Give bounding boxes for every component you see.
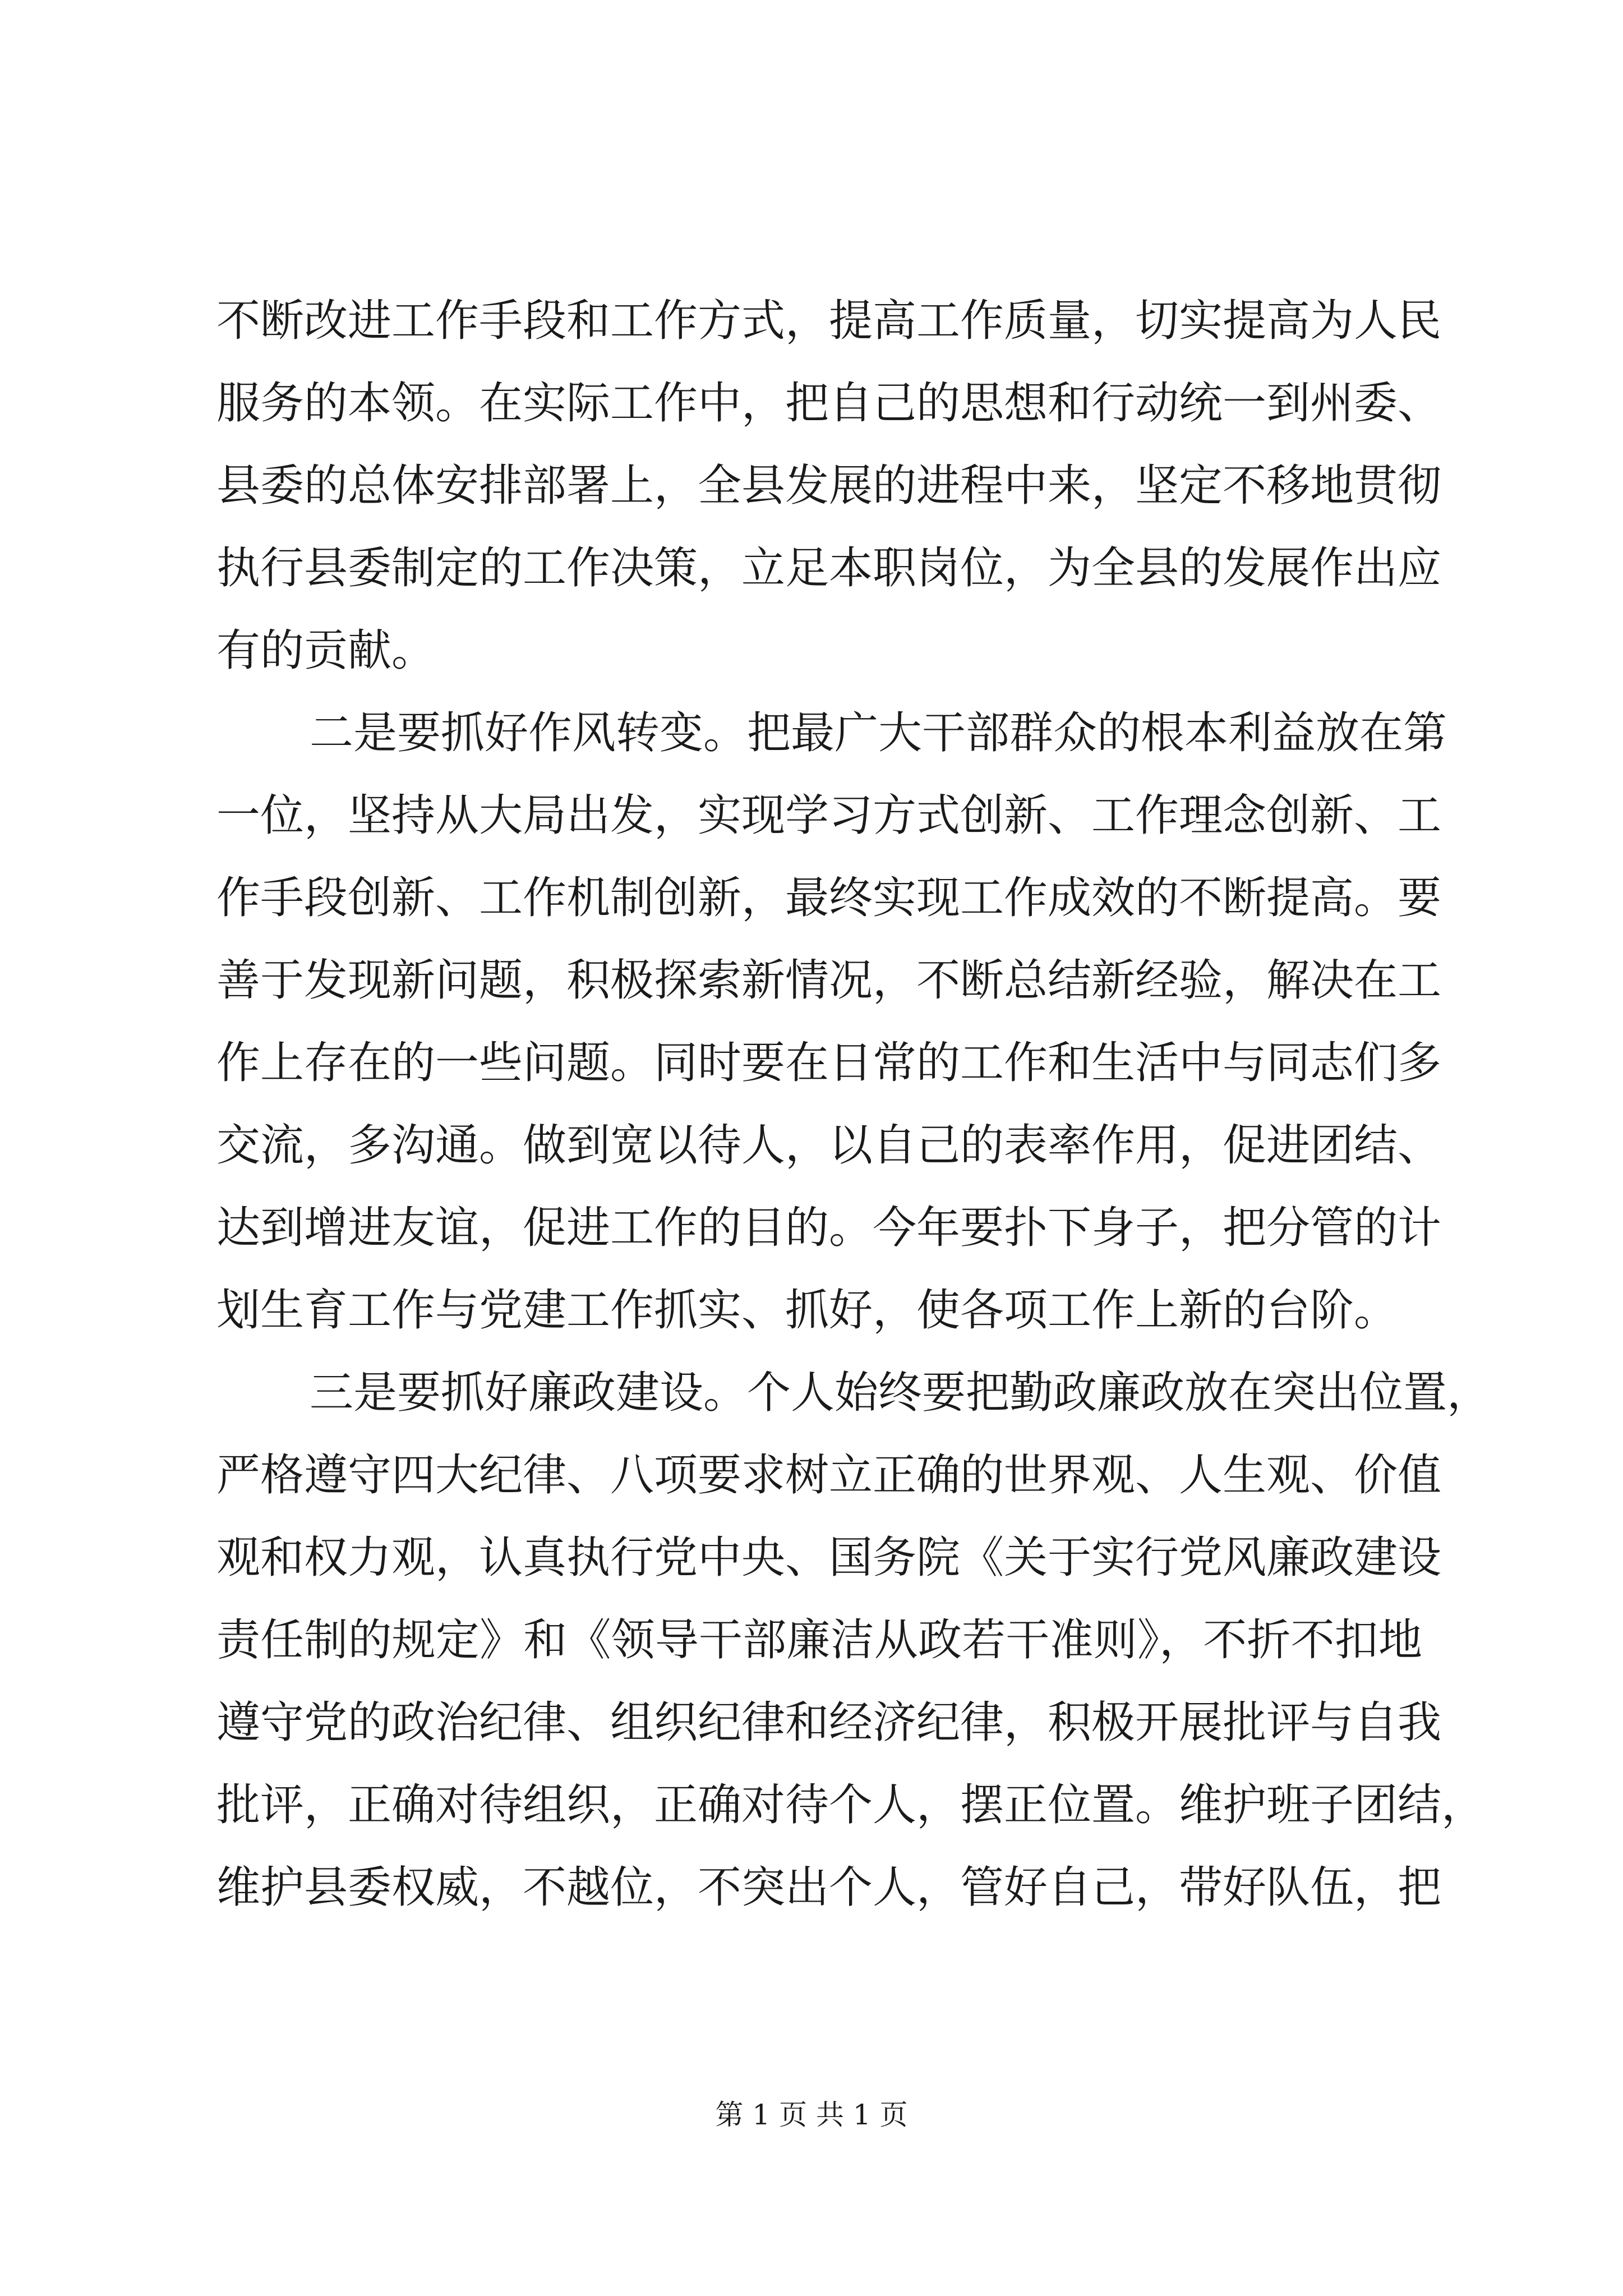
text-line: 县委的总体安排部署上，全县发展的进程中来，坚定不移地贯彻: [216, 461, 1442, 511]
body-text: [216, 293, 1491, 1942]
text-line: 维护县委权威，不越位，不突出个人，管好自己，带好队伍，把: [216, 1862, 1442, 1913]
text-line: 观和权力观，认真执行党中央、国务院《关于实行党风廉政建设: [216, 1533, 1442, 1583]
text-line: 执行县委制定的工作决策，立足本职岗位，为全县的发展作出应: [216, 543, 1442, 593]
text-line: 划生育工作与党建工作抓实、抓好，使各项工作上新的台阶。: [216, 1285, 1398, 1336]
text-line: 交流，多沟通。做到宽以待人，以自己的表率作用，促进团结、: [216, 1120, 1442, 1171]
text-line: 批评，正确对待组织，正确对待个人，摆正位置。维护班子团结，: [216, 1780, 1486, 1830]
text-line: 严格遵守四大纪律、八项要求树立正确的世界观、人生观、价值: [216, 1450, 1442, 1501]
text-line: 责任制的规定》和《领导干部廉洁从政若干准则》，不折不扣地: [216, 1615, 1422, 1665]
text-line: 遵守党的政治纪律、组织纪律和经济纪律，积极开展批评与自我: [216, 1697, 1442, 1748]
text-line: 作手段创新、工作机制创新，最终实现工作成效的不断提高。要: [216, 873, 1442, 923]
text-line: 作上存在的一些问题。同时要在日常的工作和生活中与同志们多: [216, 1038, 1442, 1088]
paragraph-start-line: 二是要抓好作风转变。把最广大干部群众的根本利益放在第: [310, 708, 1447, 758]
text-line: 不断改进工作手段和工作方式，提高工作质量，切实提高为人民: [216, 296, 1442, 346]
text-line: 一位，坚持从大局出发，实现学习方式创新、工作理念创新、工: [216, 790, 1442, 841]
text-line: 服务的本领。在实际工作中，把自己的思想和行动统一到州委、: [216, 378, 1442, 429]
text-line: 达到增进友谊，促进工作的目的。今年要扑下身子，把分管的计: [216, 1203, 1442, 1253]
text-line: 有的贡献。: [216, 625, 436, 676]
paragraph-start-line: 三是要抓好廉政建设。个人始终要把勤政廉政放在突出位置，: [310, 1368, 1491, 1418]
text-line: 善于发现新问题，积极探索新情况，不断总结新经验，解决在工: [216, 955, 1442, 1006]
page-footer: 第 1 页 共 1 页: [715, 2099, 908, 2131]
